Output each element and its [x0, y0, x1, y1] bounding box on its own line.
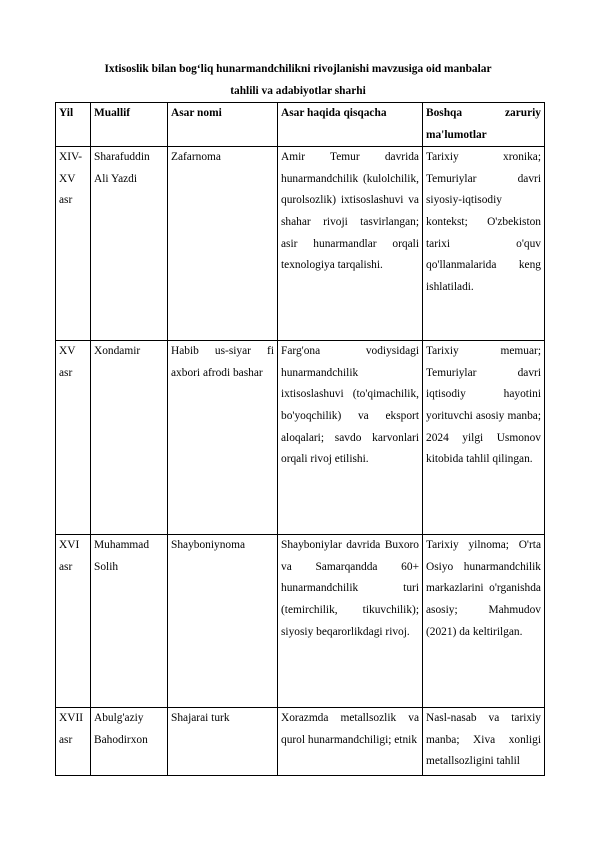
table-row: [56, 341, 545, 535]
cell-year: XIV-XV asr: [56, 147, 91, 341]
cell-summary: Farg'ona vodiysidagi hunarmandchilik ixtisoslashuvi (to'qimachilik, bo'yoqchilik) va eksport aloqalari; savdo karvonlari orqali rivoj etilishi.: [278, 341, 423, 535]
table-row: [56, 535, 545, 708]
cell-author: Sharafuddin Ali Yazdi: [91, 147, 168, 341]
sources-table: [55, 102, 545, 776]
header-year: Yil: [56, 103, 91, 147]
title-line-1: Ixtisoslik bilan bog‘liq hunarmandchilikni rivojlanishi mavzusiga oid manbalar: [104, 63, 492, 75]
cell-summary: Shayboniylar davrida Buxoro va Samarqandda 60+ hunarmandchilik turi (temirchilik, tikuvchilik); siyosiy beqarorlikdagi rivoj.: [278, 535, 423, 708]
cell-year: XVII asr: [56, 708, 91, 776]
cell-work: Zafarnoma: [168, 147, 278, 341]
header-notes: Boshqa zaruriy ma'lumotlar: [423, 103, 545, 147]
document-title: [40, 58, 556, 102]
cell-summary: Amir Temur davrida hunarmandchilik (kulolchilik, qurolsozlik) ixtisoslashuvi va shahar rivoji tasvirlangan; asir hunarmandlar orqali texnologiya tarqalishi.: [278, 147, 423, 341]
header-work: Asar nomi: [168, 103, 278, 147]
cell-notes: Nasl-nasab va tarixiy manba; Xiva xonligi metallsozligini tahlil: [423, 708, 545, 776]
cell-summary: Xorazmda metallsozlik va qurol hunarmandchiligi; etnik: [278, 708, 423, 776]
cell-work: Habib us-siyar fi axbori afrodi bashar: [168, 341, 278, 535]
header-summary: Asar haqida qisqacha: [278, 103, 423, 147]
title-line-2: tahlili va adabiyotlar sharhi: [230, 85, 366, 97]
cell-work: Shajarai turk: [168, 708, 278, 776]
table-row: [56, 708, 545, 776]
cell-author: Abulg'aziy Bahodirxon: [91, 708, 168, 776]
cell-notes: Tarixiy memuar; Temuriylar davri iqtisodiy hayotini yorituvchi asosiy manba; 2024 yilgi Usmonov kitobida tahlil qilingan.: [423, 341, 545, 535]
table-header-row: [56, 103, 545, 147]
cell-author: Xondamir: [91, 341, 168, 535]
cell-year: XV asr: [56, 341, 91, 535]
cell-notes: Tarixiy yilnoma; O'rta Osiyo hunarmandchilik markazlarini o'rganishda asosiy; Mahmudov (2021) da keltirilgan.: [423, 535, 545, 708]
cell-author: Muhammad Solih: [91, 535, 168, 708]
cell-work: Shayboniynoma: [168, 535, 278, 708]
header-author: Muallif: [91, 103, 168, 147]
cell-year: XVI asr: [56, 535, 91, 708]
cell-notes: Tarixiy xronika; Temuriylar davri siyosiy-iqtisodiy kontekst; O'zbekiston tarixi o'quv qo'llanmalarida keng ishlatiladi.: [423, 147, 545, 341]
table-row: [56, 147, 545, 341]
